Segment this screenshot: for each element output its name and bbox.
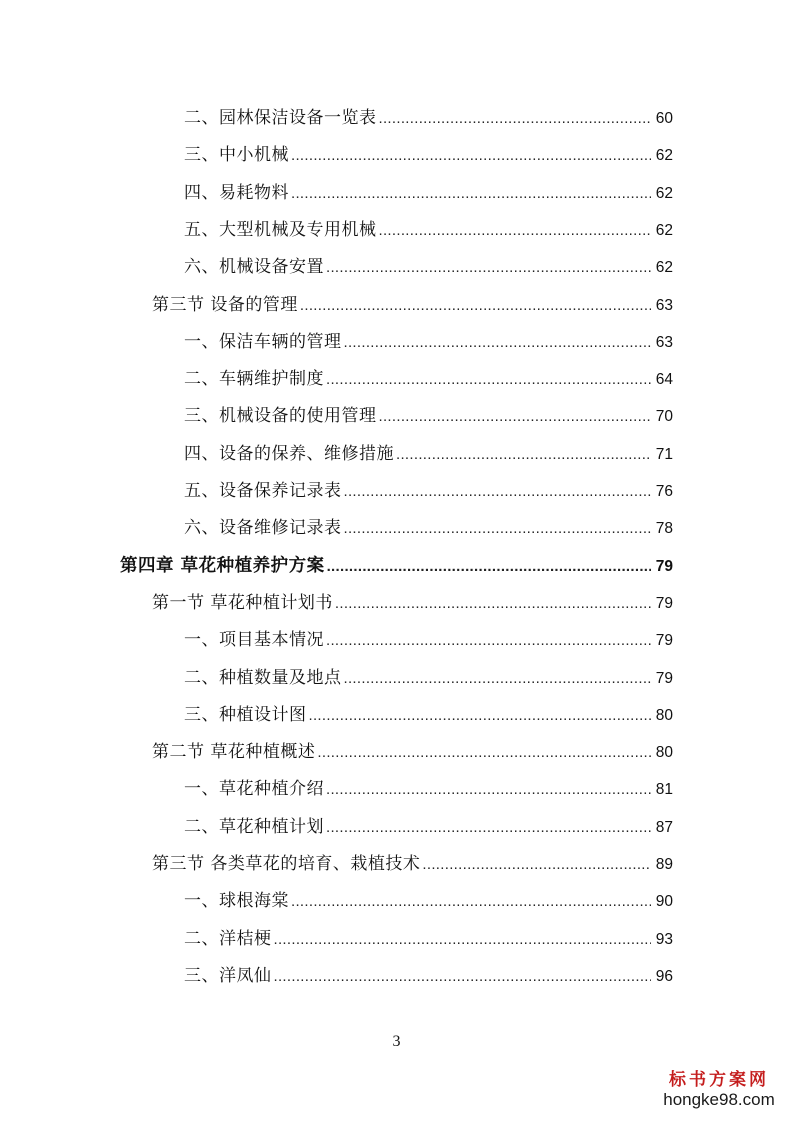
toc-entry[interactable]	[184, 778, 673, 801]
watermark-url: hongke98.com	[663, 1090, 775, 1109]
toc-entry-label: 二、种植数量及地点	[184, 668, 342, 688]
toc-entry-page: 62	[655, 185, 673, 202]
toc-entry[interactable]	[120, 555, 673, 578]
toc-leader-dots	[274, 929, 652, 951]
toc-entry-label: 四、易耗物料	[184, 183, 289, 203]
toc-entry-label: 二、洋桔梗	[184, 929, 272, 949]
toc-entry[interactable]	[184, 965, 673, 988]
toc-entry-label: 二、园林保洁设备一览表	[184, 108, 377, 128]
toc-entry-page: 96	[655, 968, 673, 985]
toc-entry-page: 93	[655, 931, 673, 948]
toc-entry-page: 79	[655, 595, 673, 612]
toc-leader-dots	[379, 220, 652, 242]
toc-entry[interactable]	[184, 928, 673, 951]
toc-leader-dots	[309, 705, 652, 727]
toc-entry[interactable]	[152, 853, 673, 876]
toc-leader-dots	[326, 779, 651, 801]
toc-entry[interactable]	[184, 480, 673, 503]
toc-entry-label: 六、设备维修记录表	[184, 518, 342, 538]
toc-leader-dots	[344, 332, 652, 354]
toc-entry[interactable]	[184, 331, 673, 354]
toc-entry-page: 80	[655, 707, 673, 724]
toc-leader-dots	[291, 145, 651, 167]
toc-entry-label: 第四章 草花种植养护方案	[120, 556, 325, 576]
toc-entry-page: 70	[655, 408, 673, 425]
toc-entry-page: 76	[655, 483, 673, 500]
toc-entry-page: 90	[655, 893, 673, 910]
toc-entry[interactable]	[184, 667, 673, 690]
toc-entry-label: 二、车辆维护制度	[184, 369, 324, 389]
toc-leader-dots	[300, 295, 651, 317]
toc-entry-label: 三、中小机械	[184, 145, 289, 165]
toc-entry-page: 79	[655, 558, 673, 575]
toc-entry[interactable]	[184, 629, 673, 652]
toc-entry[interactable]	[152, 592, 673, 615]
toc-entry[interactable]	[184, 144, 673, 167]
toc-entry-label: 三、种植设计图	[184, 705, 307, 725]
toc-entry-label: 一、球根海棠	[184, 891, 289, 911]
toc-entry-label: 三、洋凤仙	[184, 966, 272, 986]
toc-entry-page: 63	[655, 334, 673, 351]
toc-entry[interactable]	[184, 443, 673, 466]
toc-leader-dots	[344, 518, 652, 540]
toc-entry-page: 60	[655, 110, 673, 127]
toc-leader-dots	[291, 183, 651, 205]
watermark	[659, 1070, 779, 1110]
toc-entry-label: 第三节 各类草花的培育、栽植技术	[152, 854, 421, 874]
toc-entry-page: 89	[655, 856, 673, 873]
toc-entry-page: 78	[655, 520, 673, 537]
toc-entry-page: 62	[655, 259, 673, 276]
toc-entry-page: 79	[655, 670, 673, 687]
toc-entry-label: 一、草花种植介绍	[184, 779, 324, 799]
toc-entry[interactable]	[184, 517, 673, 540]
toc-entry[interactable]	[152, 294, 673, 317]
toc-entry-page: 62	[655, 222, 673, 239]
toc-entry[interactable]	[152, 741, 673, 764]
toc-leader-dots	[326, 369, 651, 391]
toc-entry-label: 三、机械设备的使用管理	[184, 406, 377, 426]
toc-leader-dots	[344, 481, 652, 503]
toc-leader-dots	[274, 966, 652, 988]
toc-entry-page: 71	[655, 446, 673, 463]
watermark-name: 标书方案网	[669, 1070, 769, 1090]
toc-leader-dots	[335, 593, 651, 615]
toc-entry-page: 80	[655, 744, 673, 761]
toc-leader-dots	[422, 854, 651, 876]
toc-entry[interactable]	[184, 704, 673, 727]
toc-entry-label: 一、保洁车辆的管理	[184, 332, 342, 352]
toc-entry-label: 二、草花种植计划	[184, 817, 324, 837]
toc-leader-dots	[326, 630, 651, 652]
toc-leader-dots	[317, 742, 651, 764]
toc-entry-label: 第二节 草花种植概述	[152, 742, 316, 762]
toc-entry[interactable]	[184, 816, 673, 839]
toc-entry-page: 87	[655, 819, 673, 836]
toc-leader-dots	[326, 817, 651, 839]
toc-entry-page: 63	[655, 297, 673, 314]
toc-entry[interactable]	[184, 890, 673, 913]
toc-entry[interactable]	[184, 256, 673, 279]
toc-entry-page: 64	[655, 371, 673, 388]
toc-leader-dots	[327, 556, 651, 578]
toc-entry-page: 79	[655, 632, 673, 649]
toc-leader-dots	[379, 108, 652, 130]
toc-entry-label: 第一节 草花种植计划书	[152, 593, 333, 613]
toc-entry-page: 81	[655, 781, 673, 798]
page-number: 3	[392, 1033, 401, 1050]
toc-leader-dots	[326, 257, 651, 279]
toc-entry-page: 62	[655, 147, 673, 164]
toc-entry-label: 四、设备的保养、维修措施	[184, 444, 394, 464]
toc-entry[interactable]	[184, 368, 673, 391]
toc-leader-dots	[379, 406, 652, 428]
toc-entry[interactable]	[184, 182, 673, 205]
toc-leader-dots	[344, 668, 652, 690]
toc-leader-dots	[396, 444, 651, 466]
toc-entry-label: 六、机械设备安置	[184, 257, 324, 277]
toc-entry-label: 第三节 设备的管理	[152, 295, 298, 315]
toc-entry[interactable]	[184, 405, 673, 428]
toc-entry-label: 五、大型机械及专用机械	[184, 220, 377, 240]
toc-entry[interactable]	[184, 219, 673, 242]
toc-entry[interactable]	[184, 107, 673, 130]
toc-leader-dots	[291, 891, 651, 913]
toc-entry-label: 五、设备保养记录表	[184, 481, 342, 501]
toc-entry-label: 一、项目基本情况	[184, 630, 324, 650]
